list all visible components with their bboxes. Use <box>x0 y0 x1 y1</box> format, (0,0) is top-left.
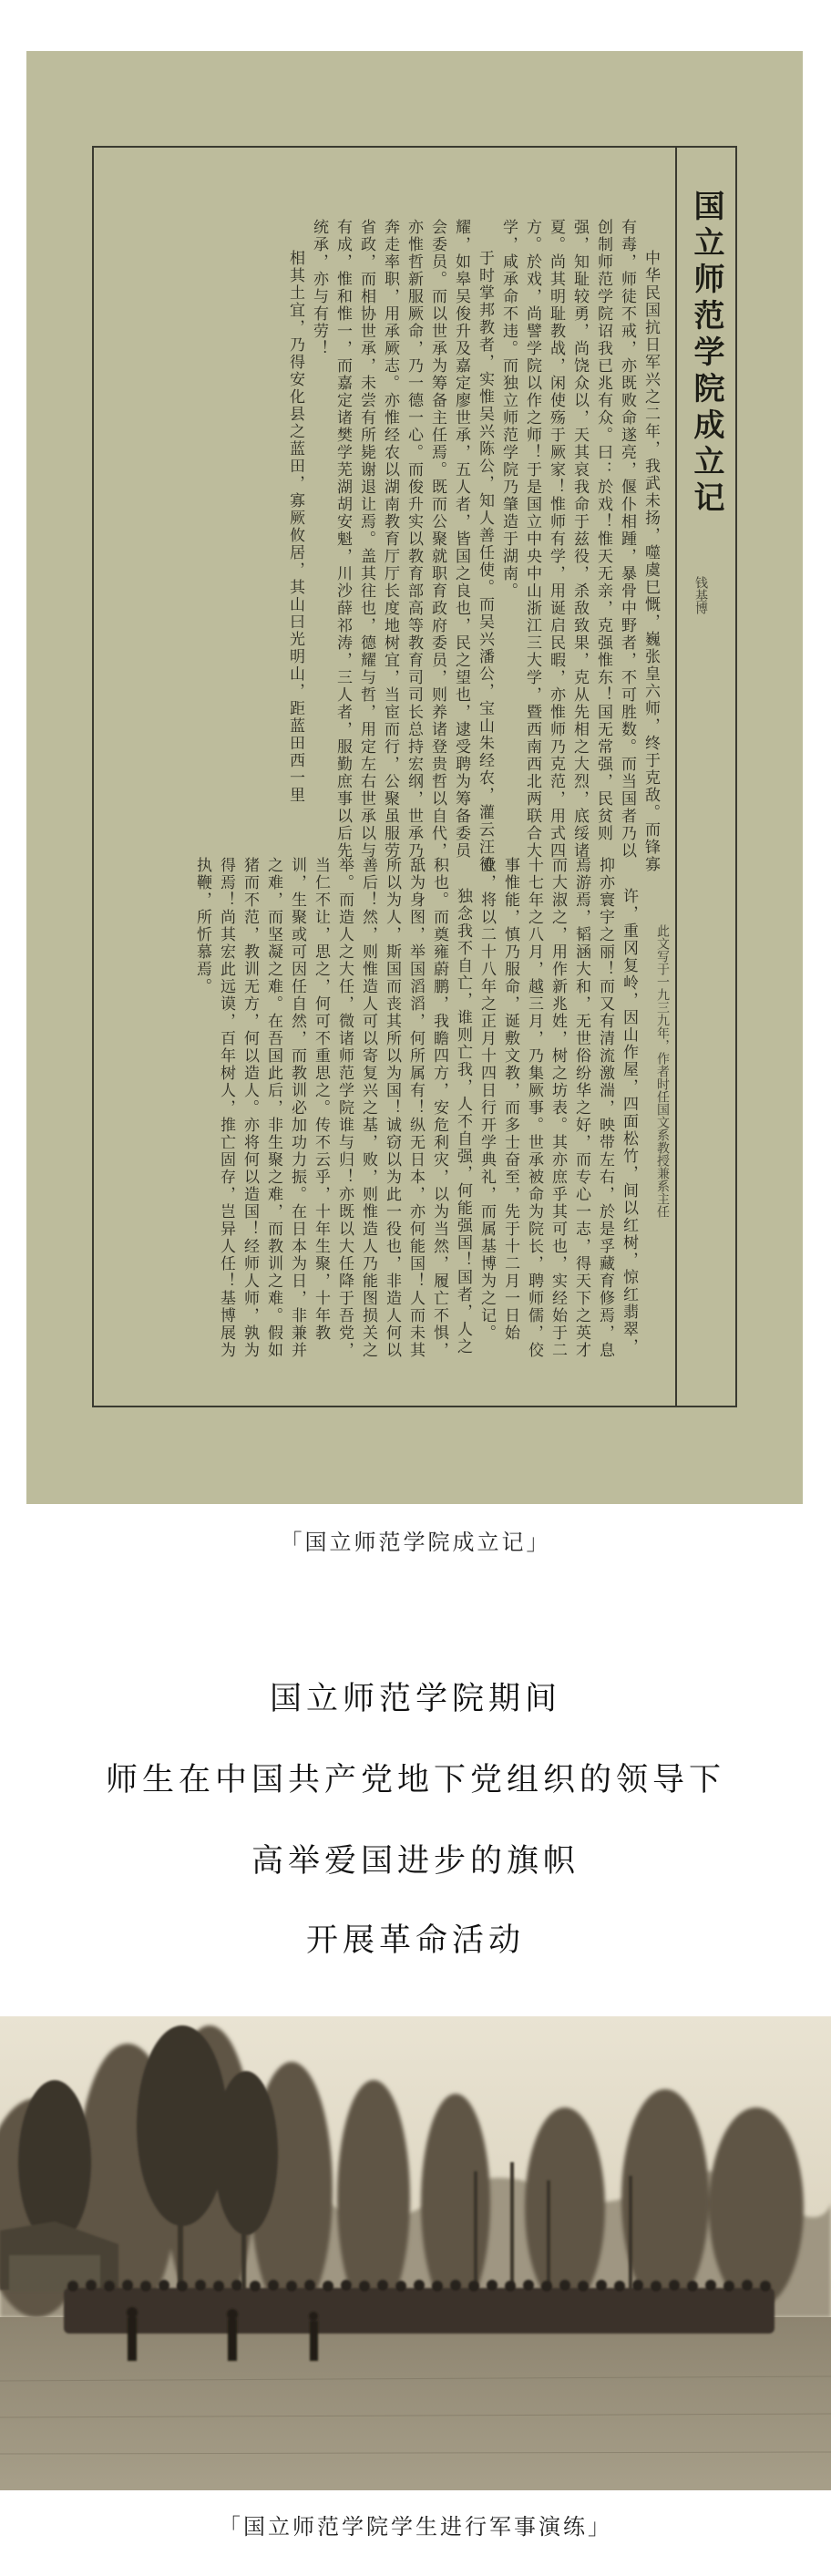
statement-line-4: 开展革命活动 <box>305 1922 525 1959</box>
document-caption: 「国立师范学院成立记」 <box>280 1530 551 1555</box>
document-title: 国立师范学院成立记 <box>688 190 724 518</box>
photo-caption: 「国立师范学院学生进行军事演练」 <box>219 2514 612 2540</box>
document-body-lower <box>152 857 641 1367</box>
document-author: 钱基博 <box>693 576 708 614</box>
body-paragraph: 于时掌邦教者，实惟吴兴陈公，知人善任使。而吴兴潘公，宝山朱经农，灌云汪德耀，如皋吴俊升及嘉定廖世承，五人者，皆国之良也，民之望也，逮受聘为筹备委员会委员。而以世承为筹备主任焉。既而公聚就职育政府委员，则养诸登贵哲以自代，亦惟哲新服厥命，乃一德一心。而俊升实以教育部高等教育司司长总持宏纲，世承乃奔走率职，用承厥志。亦惟经农以湖南教育厅厅长度地树宜，当宦而行，公聚虽服劳省政，而相协世承，未尝有所毙谢退让焉。盖其往也，德耀与哲，用定左右世承以与有成，惟和惟一，而嘉定诸樊学芜湖胡安魁，川沙薛祁涛，三人者，服勤庶事以后先统承，亦与有劳！ <box>310 219 494 873</box>
body-paragraph: 独念我不自亡，谁则亡我，人不自强，何能强国！国者，人之积也。而奠雍蔚鹏，我瞻四方，安危利灾，以为当然，履亡不惧，舐为身图，举国滔滔，何所属有！纵无日本，亦何能国！人而未其所以为人，斯国而丧其所以为国！诚窃以为此一役也，非造人何以善后！然，则惟造人可以寄复兴之基，败，则惟造人乃能图损关之举。而造人之大任，微诸师范学院谁与归！亦既以大任降于吾党，当仁不让，思之，何可不重思之。传不云乎，十年生聚，十年教训，生聚或可因任自然，而教训必加功力振。在日本为日，非兼并之难，而坚凝之难。在吾国此后，非生聚之难，而教训之难。假如猪而不范，教训无方，何以造人。亦将何以造国！经师人师，孰为得焉！尚其宏此远谟，百年树人，推亡固存，岂异人任！基博展为执鞭，所忻慕焉。 <box>193 857 472 1359</box>
statement-line-1: 国立师范学院期间 <box>269 1681 561 1717</box>
title-column <box>675 148 737 1406</box>
body-paragraph: 中华民国抗日军兴之二年，我武未扬，噬虞巳慨，巍张皇六师，终于克敌。而锋寡有毒，师徒不戒，亦既败命遂亮，偃仆相踵，暴骨中野者，不可胜数。而当国者乃以创制师范学院诏我已兆有众。曰：於戏！惟天无亲，克强惟东！国无常强，民贫则强，知耻较勇，尚饶众以，天其哀我命于兹役，杀敌致果，克从先相之大烈，底绥诸夏。尚其明耻教战，闲使殇于厥家！惟师有学，用诞启民暇，亦惟师乃克范，用式四方。於戏，尚譬学院以作之师！于是国立中央中山浙江三大学，暨西南西北两联合大学，咸承命不违。而独立师范学院乃肇造于湖南。 <box>499 219 660 873</box>
statement-line-2: 师生在中国共产党地下党组织的领导下 <box>105 1762 725 1798</box>
statement-line-3: 高举爱国进步的旗帜 <box>251 1843 580 1880</box>
document-frame <box>92 146 737 1407</box>
author-note: 此文写于一九三九年，作者时任国文系教授兼系主任 <box>655 924 670 1218</box>
document-scroll-panel <box>26 51 803 1504</box>
body-paragraph: 相其土宜，乃得安化县之蓝田，寡厥攸居，其山曰光明山，距蓝田西一里 <box>286 250 304 804</box>
historical-photo-military-drill <box>0 2016 831 2490</box>
document-body-upper <box>152 219 662 875</box>
body-paragraph: 许，重冈复岭，因山作屋，四面松竹，间以红树，惊红翡翠，抑亦寰宇之丽！而又有清流激湍，映带左右，於是孚藏育修焉，息焉游焉，韬涵大和，无世俗纷华之好，而专心一志，得天下之英才而大淑之，用作新兆姓，树之坊表。其亦庶乎其可也，实经始于二十七年之八月，越三月，乃集厥事。世承被命为院长，聘师儒，佼事惟能，慎乃服命，诞敷文教，而多士奋至，先于十二月一日始业，将以二十八年之正月十四日行开学典礼，而属基博为之记。 <box>477 857 638 1359</box>
